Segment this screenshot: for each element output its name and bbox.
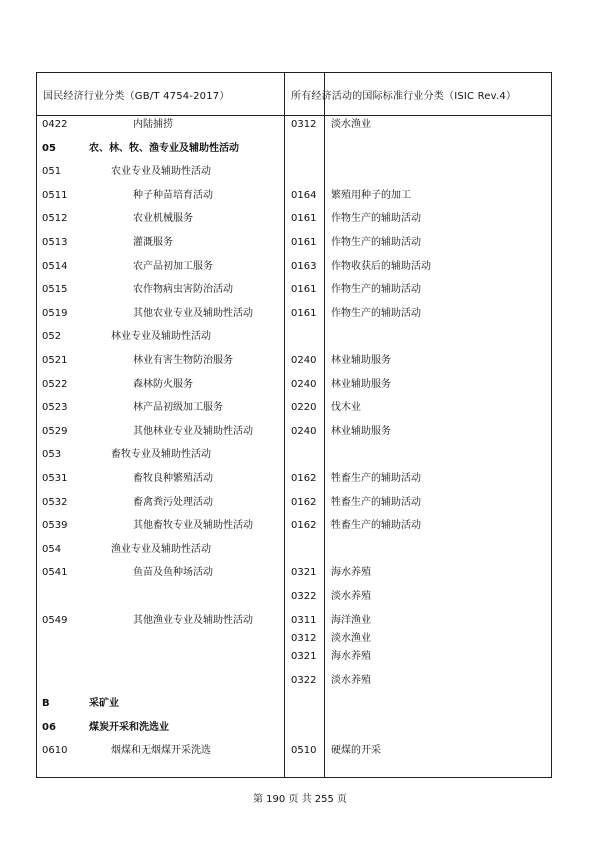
isic-name: 作物生产的辅助活动 xyxy=(331,213,421,225)
isic-name: 作物生产的辅助活动 xyxy=(331,284,421,296)
isic-name: 淡水养殖 xyxy=(331,674,371,686)
isic-code: 0322 xyxy=(291,591,317,602)
isic-code: 0312 xyxy=(291,119,317,130)
gb-category-name: 采矿业 xyxy=(89,698,119,710)
gb-code: 0610 xyxy=(42,745,68,757)
gb-category-name: 灌溉服务 xyxy=(133,237,173,248)
isic-code: 0510 xyxy=(291,745,317,757)
gb-category-name: 畜牧专业及辅助性活动 xyxy=(111,449,211,461)
isic-name: 作物收获后的辅助活动 xyxy=(331,260,431,272)
isic-name: 淡水养殖 xyxy=(331,591,371,602)
gb-category-name: 农业机械服务 xyxy=(133,213,193,225)
gb-code: 0532 xyxy=(42,496,68,508)
isic-code: 0321 xyxy=(291,567,317,579)
isic-code: 0162 xyxy=(291,473,317,484)
gb-code: 0512 xyxy=(42,213,68,225)
isic-name: 林业辅助服务 xyxy=(331,378,391,390)
isic-name: 林业辅助服务 xyxy=(331,425,391,437)
gb-category-name: 农业专业及辅助性活动 xyxy=(111,166,211,178)
isic-code: 0321 xyxy=(291,650,317,662)
column-divider-left xyxy=(284,73,285,777)
gb-category-name: 林产品初级加工服务 xyxy=(133,402,223,414)
gb-code: 0523 xyxy=(42,402,68,414)
isic-code: 0161 xyxy=(291,213,317,225)
classification-table xyxy=(36,72,552,778)
isic-name: 海水养殖 xyxy=(331,567,371,579)
isic-name: 林业辅助服务 xyxy=(331,355,391,366)
gb-category-name: 林业专业及辅助性活动 xyxy=(111,331,211,343)
isic-name: 牲畜生产的辅助活动 xyxy=(331,496,421,508)
gb-category-name: 渔业专业及辅助性活动 xyxy=(111,543,211,555)
isic-name: 伐木业 xyxy=(331,402,361,414)
gb-code: 0522 xyxy=(42,378,68,390)
gb-code: 052 xyxy=(42,331,62,343)
gb-code: 0515 xyxy=(42,284,68,296)
isic-code: 0312 xyxy=(291,632,317,644)
isic-name: 作物生产的辅助活动 xyxy=(331,307,421,319)
gb-category-name: 林业有害生物防治服务 xyxy=(133,355,233,366)
gb-category-name: 鱼苗及鱼种场活动 xyxy=(133,567,213,579)
gb-code: 054 xyxy=(42,543,62,555)
isic-name: 海洋渔业 xyxy=(331,614,371,626)
isic-code: 0161 xyxy=(291,307,317,319)
gb-category-name: 其他林业专业及辅助性活动 xyxy=(133,425,253,437)
gb-code: 0531 xyxy=(42,473,68,484)
isic-name: 淡水渔业 xyxy=(331,119,371,130)
gb-category-name: 种子种苗培育活动 xyxy=(133,189,213,201)
gb-category-name: 煤炭开采和洗选业 xyxy=(89,721,169,733)
isic-code: 0322 xyxy=(291,674,317,686)
isic-code: 0162 xyxy=(291,496,317,508)
gb-code: 0539 xyxy=(42,520,68,532)
gb-code: 0514 xyxy=(42,260,68,272)
isic-code: 0161 xyxy=(291,284,317,296)
gb-code: 0529 xyxy=(42,425,68,437)
gb-code: 06 xyxy=(42,721,56,733)
gb-category-name: 农作物病虫害防治活动 xyxy=(133,284,233,296)
page-footer: 第 190 页 共 255 页 xyxy=(252,794,348,805)
header-left: 国民经济行业分类（GB/T 4754-2017） xyxy=(43,91,230,102)
isic-name: 海水养殖 xyxy=(331,650,371,662)
isic-name: 淡水渔业 xyxy=(331,632,371,644)
column-divider-center xyxy=(324,73,325,777)
gb-code: B xyxy=(42,698,50,710)
header-divider xyxy=(37,115,551,116)
isic-name: 硬煤的开采 xyxy=(331,745,381,757)
isic-code: 0240 xyxy=(291,355,317,366)
gb-code: 0541 xyxy=(42,567,68,579)
gb-code: 0521 xyxy=(42,355,68,366)
gb-category-name: 农、林、牧、渔专业及辅助性活动 xyxy=(89,142,239,154)
isic-code: 0220 xyxy=(291,402,317,414)
gb-category-name: 其他农业专业及辅助性活动 xyxy=(133,307,253,319)
isic-name: 牲畜生产的辅助活动 xyxy=(331,473,421,484)
isic-name: 牲畜生产的辅助活动 xyxy=(331,520,421,532)
isic-code: 0163 xyxy=(291,260,317,272)
gb-category-name: 畜牧良种繁殖活动 xyxy=(133,473,213,484)
gb-code: 0513 xyxy=(42,237,68,248)
isic-code: 0311 xyxy=(291,614,317,626)
isic-code: 0161 xyxy=(291,237,317,248)
isic-code: 0240 xyxy=(291,425,317,437)
isic-code: 0240 xyxy=(291,378,317,390)
gb-code: 0511 xyxy=(42,189,68,201)
gb-code: 051 xyxy=(42,166,62,178)
gb-category-name: 森林防火服务 xyxy=(133,378,193,390)
gb-code: 0549 xyxy=(42,614,68,626)
isic-name: 繁殖用种子的加工 xyxy=(331,189,411,201)
isic-name: 作物生产的辅助活动 xyxy=(331,237,421,248)
gb-code: 0422 xyxy=(42,119,68,130)
isic-code: 0164 xyxy=(291,189,317,201)
gb-code: 05 xyxy=(42,142,56,154)
header-right: 所有经济活动的国际标准行业分类（ISIC Rev.4） xyxy=(291,91,517,102)
isic-code: 0162 xyxy=(291,520,317,532)
gb-category-name: 畜禽粪污处理活动 xyxy=(133,496,213,508)
gb-code: 0519 xyxy=(42,307,68,319)
gb-category-name: 其他畜牧专业及辅助性活动 xyxy=(133,520,253,532)
gb-code: 053 xyxy=(42,449,62,461)
gb-category-name: 其他渔业专业及辅助性活动 xyxy=(133,614,253,626)
gb-category-name: 烟煤和无烟煤开采洗选 xyxy=(111,745,211,757)
gb-category-name: 农产品初加工服务 xyxy=(133,260,213,272)
gb-category-name: 内陆捕捞 xyxy=(133,119,173,130)
